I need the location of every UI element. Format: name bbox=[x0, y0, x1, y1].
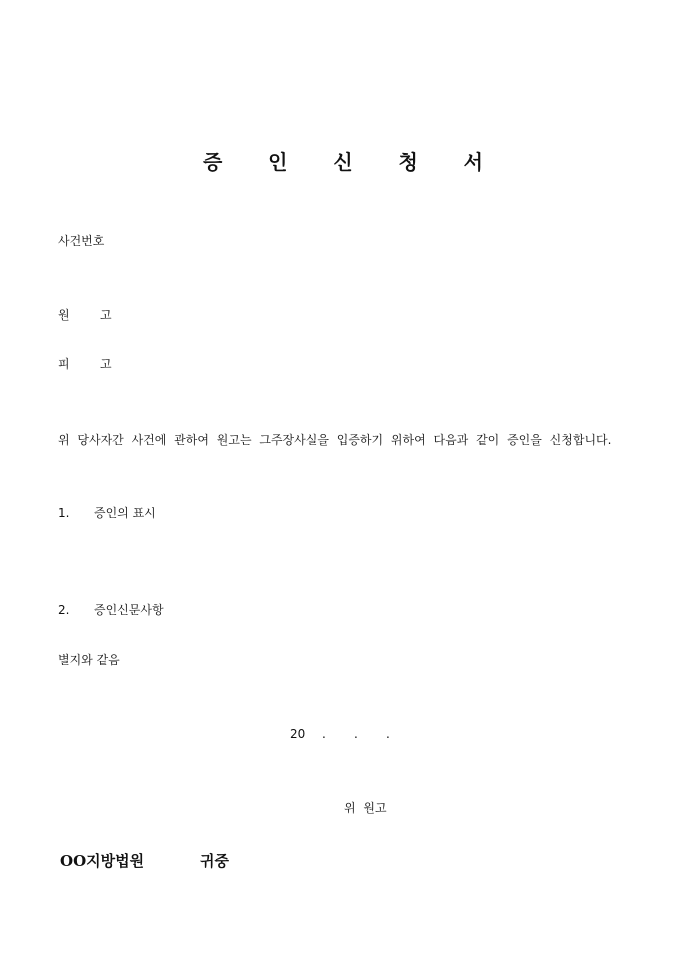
date-year: 20 bbox=[290, 727, 306, 741]
section-number: 1. bbox=[58, 506, 70, 520]
plaintiff-label-char: 고 bbox=[100, 308, 112, 322]
title-char: 신 bbox=[333, 150, 353, 174]
court-name: OO지방법원 bbox=[60, 852, 145, 870]
date-line bbox=[290, 727, 390, 741]
section-number: 2. bbox=[58, 603, 70, 617]
date-dot: . bbox=[354, 727, 358, 741]
title-char: 서 bbox=[463, 150, 483, 174]
plaintiff-label-char: 원 bbox=[58, 308, 70, 322]
defendant-label-char: 고 bbox=[100, 357, 112, 371]
section-label: 증인의 표시 bbox=[94, 506, 156, 520]
title-char: 증 bbox=[203, 150, 223, 174]
plaintiff-label bbox=[58, 306, 112, 323]
court-suffix: 귀중 bbox=[200, 852, 229, 870]
section-witness-info bbox=[58, 504, 156, 521]
case-number-label: 사건번호 bbox=[58, 234, 105, 248]
section-label: 증인신문사항 bbox=[94, 603, 164, 617]
signer-line: 위 원고 bbox=[344, 801, 387, 815]
date-dot: . bbox=[322, 727, 326, 741]
section-witness-questions bbox=[58, 601, 164, 618]
defendant-label-char: 피 bbox=[58, 357, 70, 371]
defendant-label bbox=[58, 355, 112, 372]
attachment-note: 별지와 같음 bbox=[58, 653, 120, 667]
body-paragraph: 위 당사자간 사건에 관하여 원고는 그주장사실을 입증하기 위하여 다음과 같이 증인을 신청합니다. bbox=[58, 433, 612, 447]
court-addressee bbox=[60, 850, 229, 871]
document-title bbox=[203, 146, 483, 175]
title-char: 인 bbox=[268, 150, 288, 174]
date-dot: . bbox=[386, 727, 390, 741]
title-char: 청 bbox=[398, 150, 418, 174]
